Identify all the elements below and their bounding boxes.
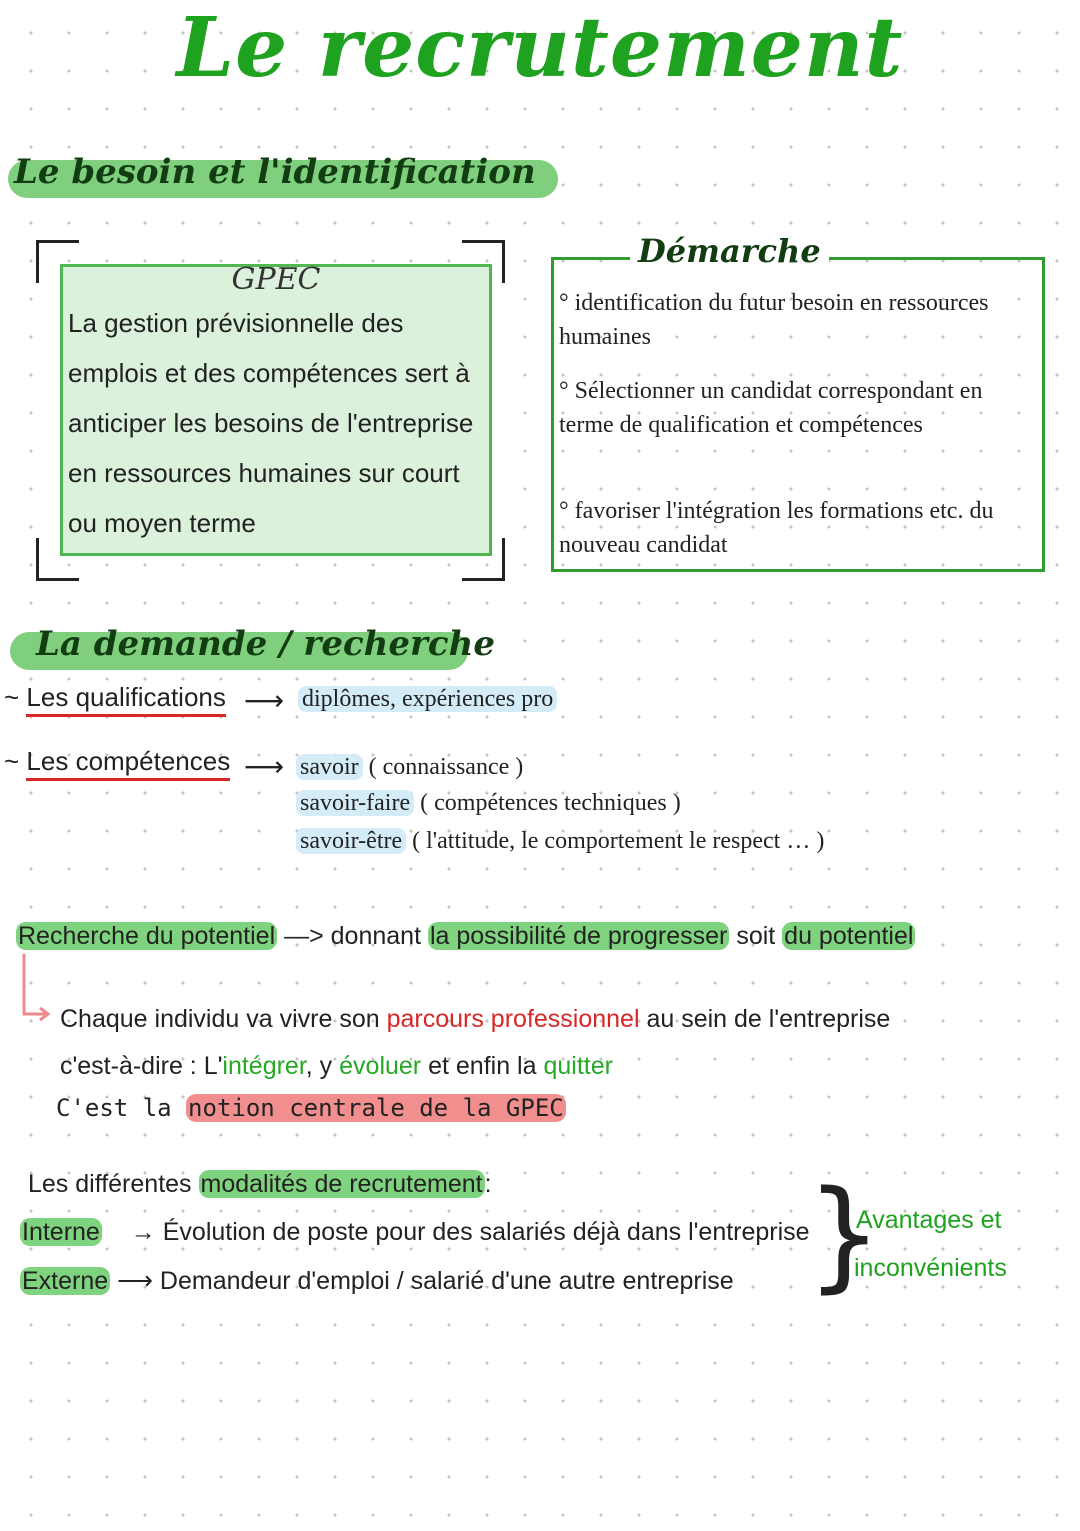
dash-marker: ~	[4, 746, 27, 776]
demarche-title: Démarche	[630, 232, 829, 270]
demarche-item: ° identification du futur besoin en ressources humaines	[559, 290, 989, 350]
competence-item-savoir-etre: savoir-être ( l'attitude, le comportement le respect … )	[296, 828, 824, 855]
inconvenients-label: inconvénients	[854, 1254, 1007, 1282]
section-heading-demande: La demande / recherche	[36, 624, 495, 664]
arrow-icon: →	[130, 1218, 156, 1246]
demarche-item: ° Sélectionner un candidat correspondant en terme de qualification et compétences	[559, 378, 983, 438]
modalite-row-externe: Externe ⟶ Demandeur d'emploi / salarié d'une autre entreprise	[22, 1267, 734, 1295]
gpec-title: GPEC	[231, 262, 321, 297]
potentiel-row: Recherche du potentiel —> donnant la possibilité de progresser soit du potentiel	[18, 922, 914, 950]
arrow-icon: ⟶	[117, 1267, 153, 1295]
avantages-label: Avantages et	[856, 1206, 1002, 1234]
parcours-line-2: c'est-à-dire : L'intégrer, y évoluer et enfin la quitter	[60, 1052, 613, 1080]
modalite-row-interne: Interne → Évolution de poste pour des salariés déjà dans l'entreprise	[22, 1218, 810, 1246]
modalites-intro: Les différentes modalités de recrutement:	[28, 1170, 492, 1198]
arrow-icon: ⟶	[244, 684, 285, 717]
parcours-line-1: Chaque individu va vivre son parcours professionnel au sein de l'entreprise	[60, 1005, 891, 1033]
dash-marker: ~	[4, 682, 27, 712]
arrow-icon: ⟶	[244, 750, 285, 783]
competence-item-savoir: savoir ( connaissance )	[296, 754, 523, 781]
brace-icon: }	[806, 1166, 883, 1305]
qualifications-label: Les qualifications	[26, 682, 225, 717]
connector-arrow-icon	[14, 952, 54, 1022]
demarche-item: ° favoriser l'intégration les formations etc. du nouveau candidat	[559, 498, 994, 558]
gpec-definition: La gestion prévisionnelle des emplois et des compétences sert à anticiper les besoins de l'entreprise en ressources humaines sur court ou moyen terme	[68, 308, 474, 538]
parcours-line-3: C'est la notion centrale de la GPEC	[56, 1094, 564, 1122]
competences-label: Les compétences	[26, 746, 230, 781]
competences-row	[4, 746, 230, 777]
section-heading-besoin: Le besoin et l'identification	[14, 152, 536, 192]
arrow-icon: —>	[284, 922, 324, 950]
competence-item-savoir-faire: savoir-faire ( compétences techniques )	[296, 790, 681, 817]
potentiel-label: Recherche du potentiel	[18, 922, 276, 950]
qualifications-value: diplômes, expériences pro	[298, 686, 557, 713]
page-title: Le recrutement	[176, 0, 904, 96]
qualifications-row	[4, 682, 226, 713]
